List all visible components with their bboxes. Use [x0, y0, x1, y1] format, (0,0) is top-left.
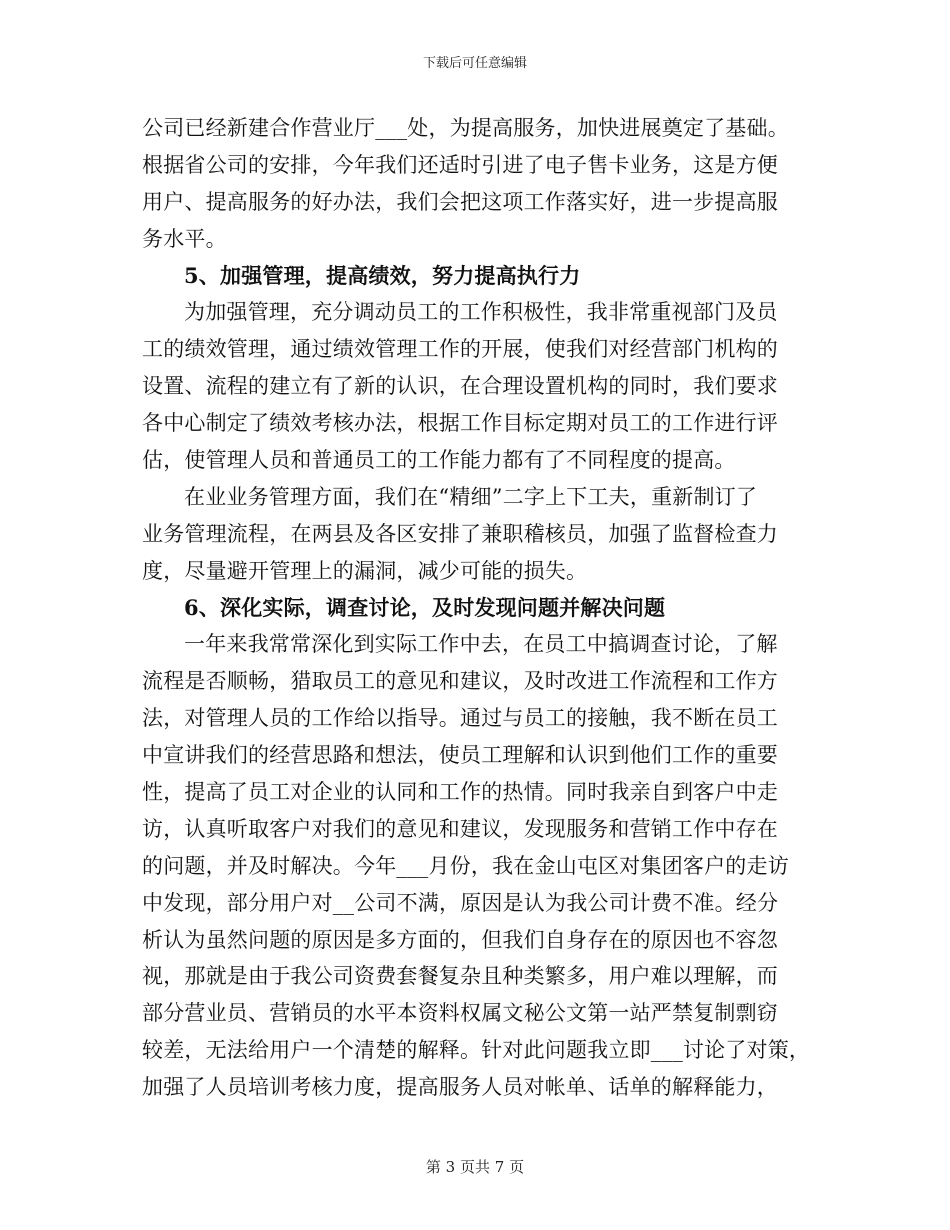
document-body	[142, 110, 822, 1106]
text-line: 度，尽量避开管理上的漏洞，减少可能的损失。	[142, 558, 588, 583]
text-line: 设置、流程的建立有了新的认识，在合理设置机构的同时，我们要求	[142, 374, 778, 399]
text-line: 析认为虽然问题的原因是多方面的，但我们自身存在的原因也不容忽	[142, 927, 778, 952]
text-line: 工的绩效管理，通过绩效管理工作的开展，使我们对经营部门机构的	[142, 337, 778, 362]
text-line: 各中心制定了绩效考核办法，根据工作目标定期对员工的工作进行评	[142, 411, 778, 436]
text-line: 务水平。	[142, 226, 227, 251]
text-line: 估，使管理人员和普通员工的工作能力都有了不同程度的提高。	[142, 448, 736, 473]
text-line: 一年来我常常深化到实际工作中去，在员工中搞调查讨论，了解	[184, 632, 778, 657]
text-line: 视，那就是由于我公司资费套餐复杂且种类繁多，用户难以理解，而	[142, 964, 778, 989]
text-line: 中发现，部分用户对__公司不满，原因是认为我公司计费不准。经分	[142, 890, 779, 915]
text-line: 流程是否顺畅，猎取员工的意见和建议，及时改进工作流程和工作方	[142, 669, 778, 694]
text-line: 在业业务管理方面，我们在“精细”二字上下工夫，重新制订了	[184, 484, 758, 509]
section-heading: 5、加强管理，提高绩效，努力提高执行力	[184, 262, 581, 288]
text-line: 访，认真听取客户对我们的意见和建议，发现服务和营销工作中存在	[142, 816, 778, 841]
text-line: 公司已经新建合作营业厅___处，为提高服务，加快进展奠定了基础。	[142, 116, 789, 140]
text-line: 的问题，并及时解决。今年___月份，我在金山屯区对集团客户的走访	[142, 853, 789, 878]
text-line: 中宣讲我们的经营思路和想法，使员工理解和认识到他们工作的重要	[142, 743, 778, 768]
text-line: 性，提高了员工对企业的认同和工作的热情。同时我亲自到客户中走	[142, 780, 778, 805]
section-heading: 6、深化实际，调查讨论，及时发现问题并解决问题	[184, 594, 666, 620]
text-line: 用户、提高服务的好办法，我们会把这项工作落实好，进一步提高服	[142, 189, 778, 214]
text-line: 部分营业员、营销员的水平本资料权属文秘公文第一站严禁复制剽窃	[142, 1001, 778, 1026]
text-line: 加强了人员培训考核力度，提高服务人员对帐单、话单的解释能力，	[142, 1075, 778, 1100]
text-line: 业务管理流程，在两县及各区安排了兼职稽核员，加强了监督检查力	[142, 521, 778, 546]
text-line: 较差，无法给用户一个清楚的解释。针对此问题我立即___讨论了对策，	[142, 1038, 811, 1063]
text-line: 根据省公司的安排，今年我们还适时引进了电子售卡业务，这是方便	[142, 152, 778, 177]
text-line: 为加强管理，充分调动员工的工作积极性，我非常重视部门及员	[184, 300, 778, 325]
page-footer: 第 3 页共 7 页	[425, 1158, 525, 1176]
text-line: 法，对管理人员的工作给以指导。通过与员工的接触，我不断在员工	[142, 706, 778, 731]
page-header: 下载后可任意编辑	[422, 56, 527, 71]
